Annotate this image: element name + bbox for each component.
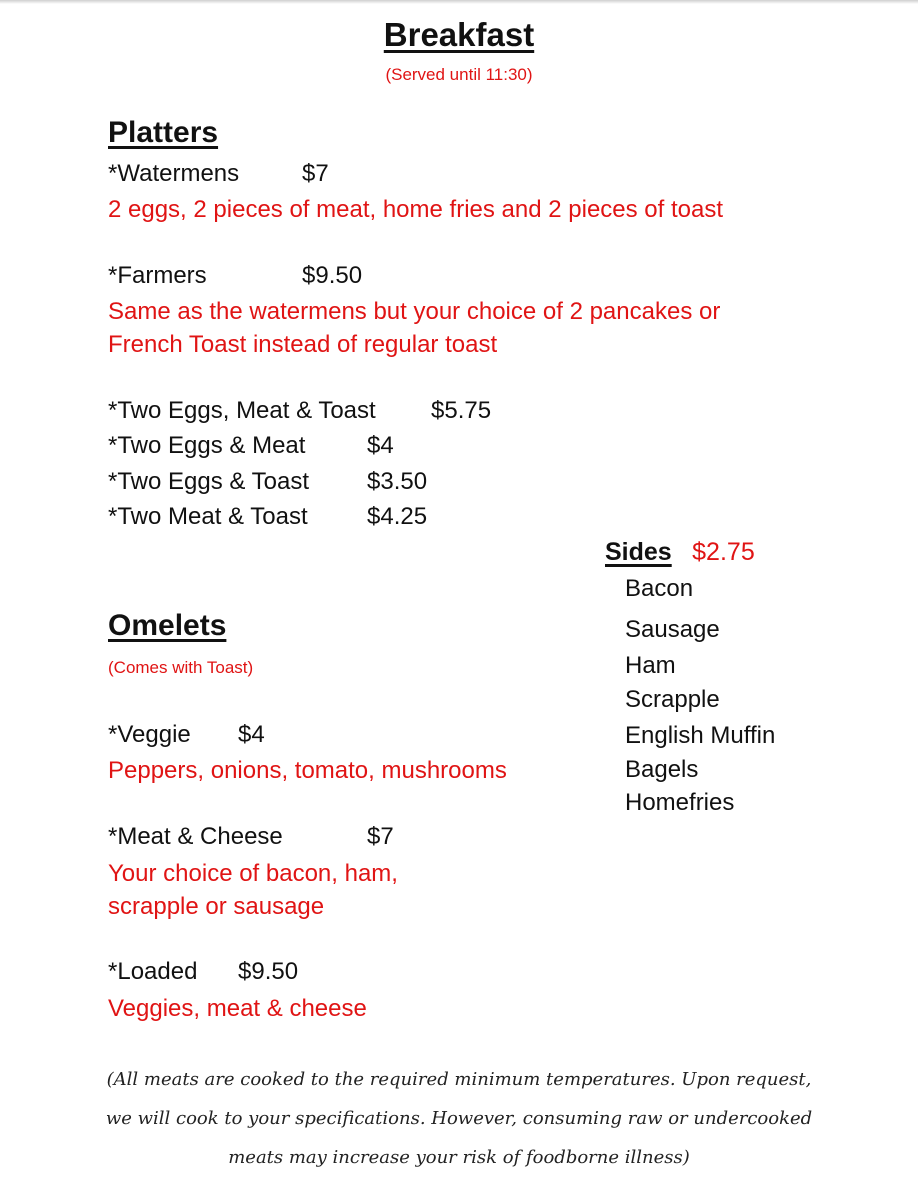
item-name: *Two Eggs, Meat & Toast [108, 397, 376, 424]
omelets-note: (Comes with Toast) [108, 658, 254, 677]
item-price: $7 [367, 823, 394, 850]
menu-item-two-eggs-meat-toast [108, 397, 528, 425]
item-name: *Two Eggs & Toast [108, 468, 309, 495]
menu-item-two-meat-toast [108, 503, 508, 531]
item-price: $9.50 [238, 958, 299, 985]
sides-heading: Sides [605, 538, 672, 566]
item-name: *Meat & Cheese [108, 823, 283, 850]
item-description: Same as the watermens but your choice of 2 pancakes or [108, 298, 721, 325]
item-price: $7 [302, 160, 329, 187]
menu-item-meat-cheese [108, 823, 508, 851]
item-description: 2 eggs, 2 pieces of meat, home fries and 2 pieces of toast [108, 196, 724, 223]
item-price: $5.75 [431, 397, 492, 424]
sides-header [605, 538, 755, 567]
side-item: Sausage [625, 616, 720, 643]
item-price: $4 [238, 721, 265, 748]
side-item: Bagels [625, 756, 699, 783]
page-title: Breakfast [383, 16, 535, 53]
side-item: Scrapple [625, 686, 720, 713]
item-name: *Farmers [108, 262, 207, 289]
item-description: Veggies, meat & cheese [108, 995, 367, 1022]
item-name: *Two Eggs & Meat [108, 432, 306, 459]
disclaimer-line: we will cook to your specifications. However, consuming raw or undercooked [105, 1108, 813, 1129]
disclaimer-line: (All meats are cooked to the required minimum temperatures. Upon request, [106, 1069, 812, 1090]
side-item: Bacon [625, 575, 694, 602]
disclaimer-line: meats may increase your risk of foodborne illness) [228, 1147, 690, 1168]
side-item: Ham [625, 652, 676, 679]
item-name: *Veggie [108, 721, 191, 748]
platters-heading: Platters [108, 116, 219, 149]
side-item: English Muffin [625, 722, 776, 749]
sides-price: $2.75 [692, 538, 755, 566]
item-price: $3.50 [367, 468, 428, 495]
item-name: *Loaded [108, 958, 198, 985]
side-item: Homefries [625, 789, 735, 816]
item-name: *Watermens [108, 160, 240, 187]
item-description: scrapple or sausage [108, 893, 325, 920]
item-description: Peppers, onions, tomato, mushrooms [108, 757, 507, 784]
menu-item-loaded [108, 958, 408, 986]
menu-item-veggie [108, 721, 408, 749]
item-description: French Toast instead of regular toast [108, 331, 498, 358]
item-description: Your choice of bacon, ham, [108, 860, 398, 887]
food-safety-disclaimer [0, 1060, 918, 1177]
menu-item-farmers [108, 262, 508, 290]
item-price: $4.25 [367, 503, 428, 530]
item-price: $4 [367, 432, 394, 459]
menu-item-watermens [108, 160, 508, 188]
omelets-heading: Omelets [108, 609, 227, 642]
serving-hours-note: (Served until 11:30) [385, 65, 533, 84]
menu-item-two-eggs-meat [108, 432, 508, 460]
item-price: $9.50 [302, 262, 363, 289]
menu-item-two-eggs-toast [108, 468, 508, 496]
top-edge-shadow [0, 0, 918, 4]
item-name: *Two Meat & Toast [108, 503, 308, 530]
